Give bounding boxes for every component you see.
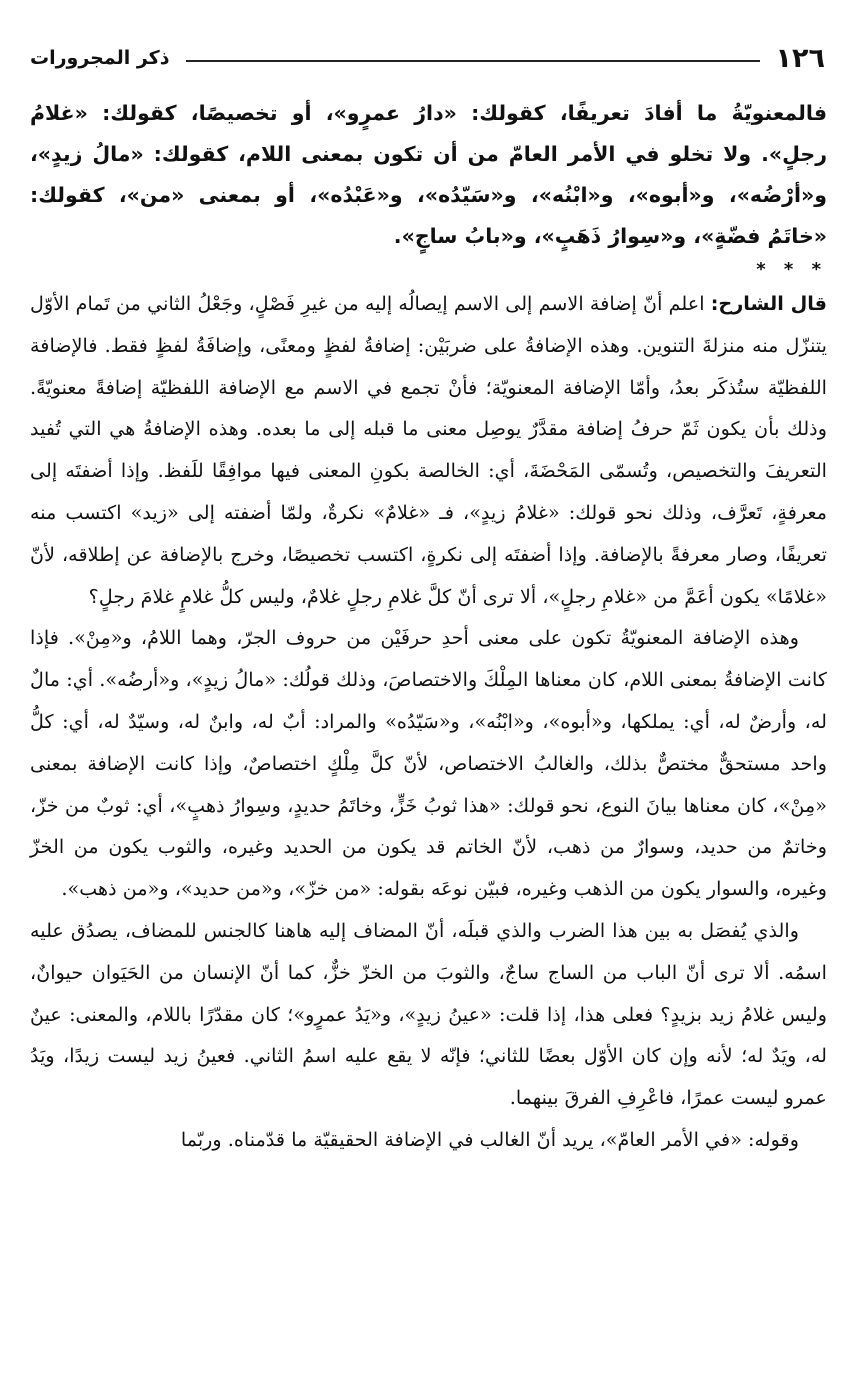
page-body (30, 93, 827, 1161)
commentary-paragraph-2: وهذه الإضافة المعنويّةُ تكون على معنى أحدِ حرفَيْن من حروف الجرّ، وهما اللامُ، و«مِنْ». فإذا كانت الإضافةُ بمعنى اللام، كان معناها المِلْكَ والاختصاصَ، وذلك قولُك: «مالُ زيدٍ»، و«أرضُه». أي: مالٌ له، وأرضٌ له، أي: يملكها، و«أبوه»، و«ابْنُه»، و«سَيّدُه» والمراد: أبٌ له، وابنٌ له، وسيّدٌ له، أي: كلُّ واحد مستحقٌّ مختصٌّ بذلك، والغالبُ الاختصاص، لأنّ كلَّ مِلْكٍ اختصاصٌ، وإذا كانت الإضافة بمعنى «مِنْ»، كان معناها بيانَ النوع، نحو قولك: «هذا ثوبُ خَزٍّ، وخاتَمُ حديدٍ، وسِوارُ ذهبٍ»، أي: ثوبٌ من خزّ، وخاتمٌ من حديد، وسوارٌ من ذهب، لأنّ الخاتم قد يكون من الحديد وغيره، والثوب يكون من الخزّ وغيره، والسوار يكون من الذهب وغيره، فبيّن نوعَه بقوله: «من خزّ»، و«من حديد»، و«من ذهب». (30, 626, 827, 901)
header-rule (186, 60, 760, 62)
matn-text: فالمعنويّةُ ما أفادَ تعريفًا، كقولك: «دارُ عمرٍو»، أو تخصيصًا، كقولك: «غلامُ رجلٍ». ولا تخلو في الأمر العامّ من أن تكون بمعنى اللام، كقولك: «مالُ زيدٍ»، و«أرْضُه»، و«أبوه»، و«ابْنُه»، و«سَيّدُه»، و«عَبْدُه»، أو بمعنى «من»، كقولك: «خاتَمُ فضّةٍ»، و«سِوارُ ذَهَبٍ»، و«بابُ ساجٍ». (30, 101, 827, 248)
running-title: ذكر المجرورات (30, 47, 170, 69)
commentary-paragraph-1 (30, 283, 827, 617)
section-separator: * * * (756, 259, 827, 280)
commentary-text-1: اعلم أنّ إضافة الاسم إلى الاسم إيصالُه إليه من غيرِ فَصْلٍ، وجَعْلُ الثاني من تَمام الأوّل يتنزّل منه منزلةَ التنوين. وهذه الإضافةُ على ضربَيْن: إضافةُ لفظٍ ومعنًى، وإضافَةُ لفظٍ فقط. فالإضافة اللفظيّة ستُذكَر بعدُ، وأمّا الإضافة المعنويّة؛ فأنْ تجمع في الاسم مع الإضافة اللفظيّة إضافةً معنويّةً. وذلك بأن يكون ثَمّ حرفُ إضافة مقدَّرٌ يوصِل معنى ما قبله إلى ما بعده. وهذه الإضافةُ هي التي تُفيد التعريفَ والتخصيص، وتُسمّى المَحْضَةَ، أي: الخالصة بكونِ المعنى فيها موافِقًا للَفظ. وإذا أضفتَه إلى معرفةٍ، تَعرَّف، وذلك نحو قولك: «غلامُ زيدٍ»، فـ «غلامٌ» نكرةٌ، ولمّا أضفته إلى «زيد» اكتسب منه تعريفًا، وصار معرفةً بالإضافة. وإذا أضفتَه إلى نكرةٍ، اكتسب تخصيصًا، وخرج بالإضافة عن إطلاقه، لأنّ «غلامًا» يكون أعَمَّ من «غلامِ رجلٍ»، ألا ترى أنّ كلَّ غلامِ رجلٍ غلامٌ، وليس كلُّ غلامٍ غلامَ رجلٍ؟ (30, 292, 827, 608)
page-number: ١٢٦ (775, 42, 825, 74)
commentary-paragraph-3: والذي يُفصَل به بين هذا الضرب والذي قبلَه، أنّ المضاف إليه هاهنا كالجنس للمضاف، يصدُق عليه اسمُه. ألا ترى أنّ الباب من الساج ساجٌ، والثوبَ من الخزّ خزٌّ، كما أنّ الإنسان من الحَيَوان حيوانٌ، وليس غلامُ زيد بزيدٍ؟ فعلى هذا، إذا قلت: «عينُ زيدٍ»، و«يَدُ عمرٍو»؛ كان مقدّرًا باللام، والمعنى: عينٌ له، ويَدٌ له؛ لأنه وإن كان الأوّل بعضًا للثاني؛ فإنّه لا يقع عليه اسمُ الثاني. فعينُ زيد ليست زيدًا، ويَدُ عمرو ليست عمرًا، فاعْرِفِ الفرقَ بينهما. (30, 918, 827, 1110)
page-header (30, 38, 825, 78)
commentary-paragraph-4: وقوله: «في الأمر العامّ»، يريد أنّ الغالب في الإضافة الحقيقيّة ما قدّمناه. وربّما (180, 1127, 799, 1151)
commentator-label: قال الشارح: (710, 292, 828, 315)
